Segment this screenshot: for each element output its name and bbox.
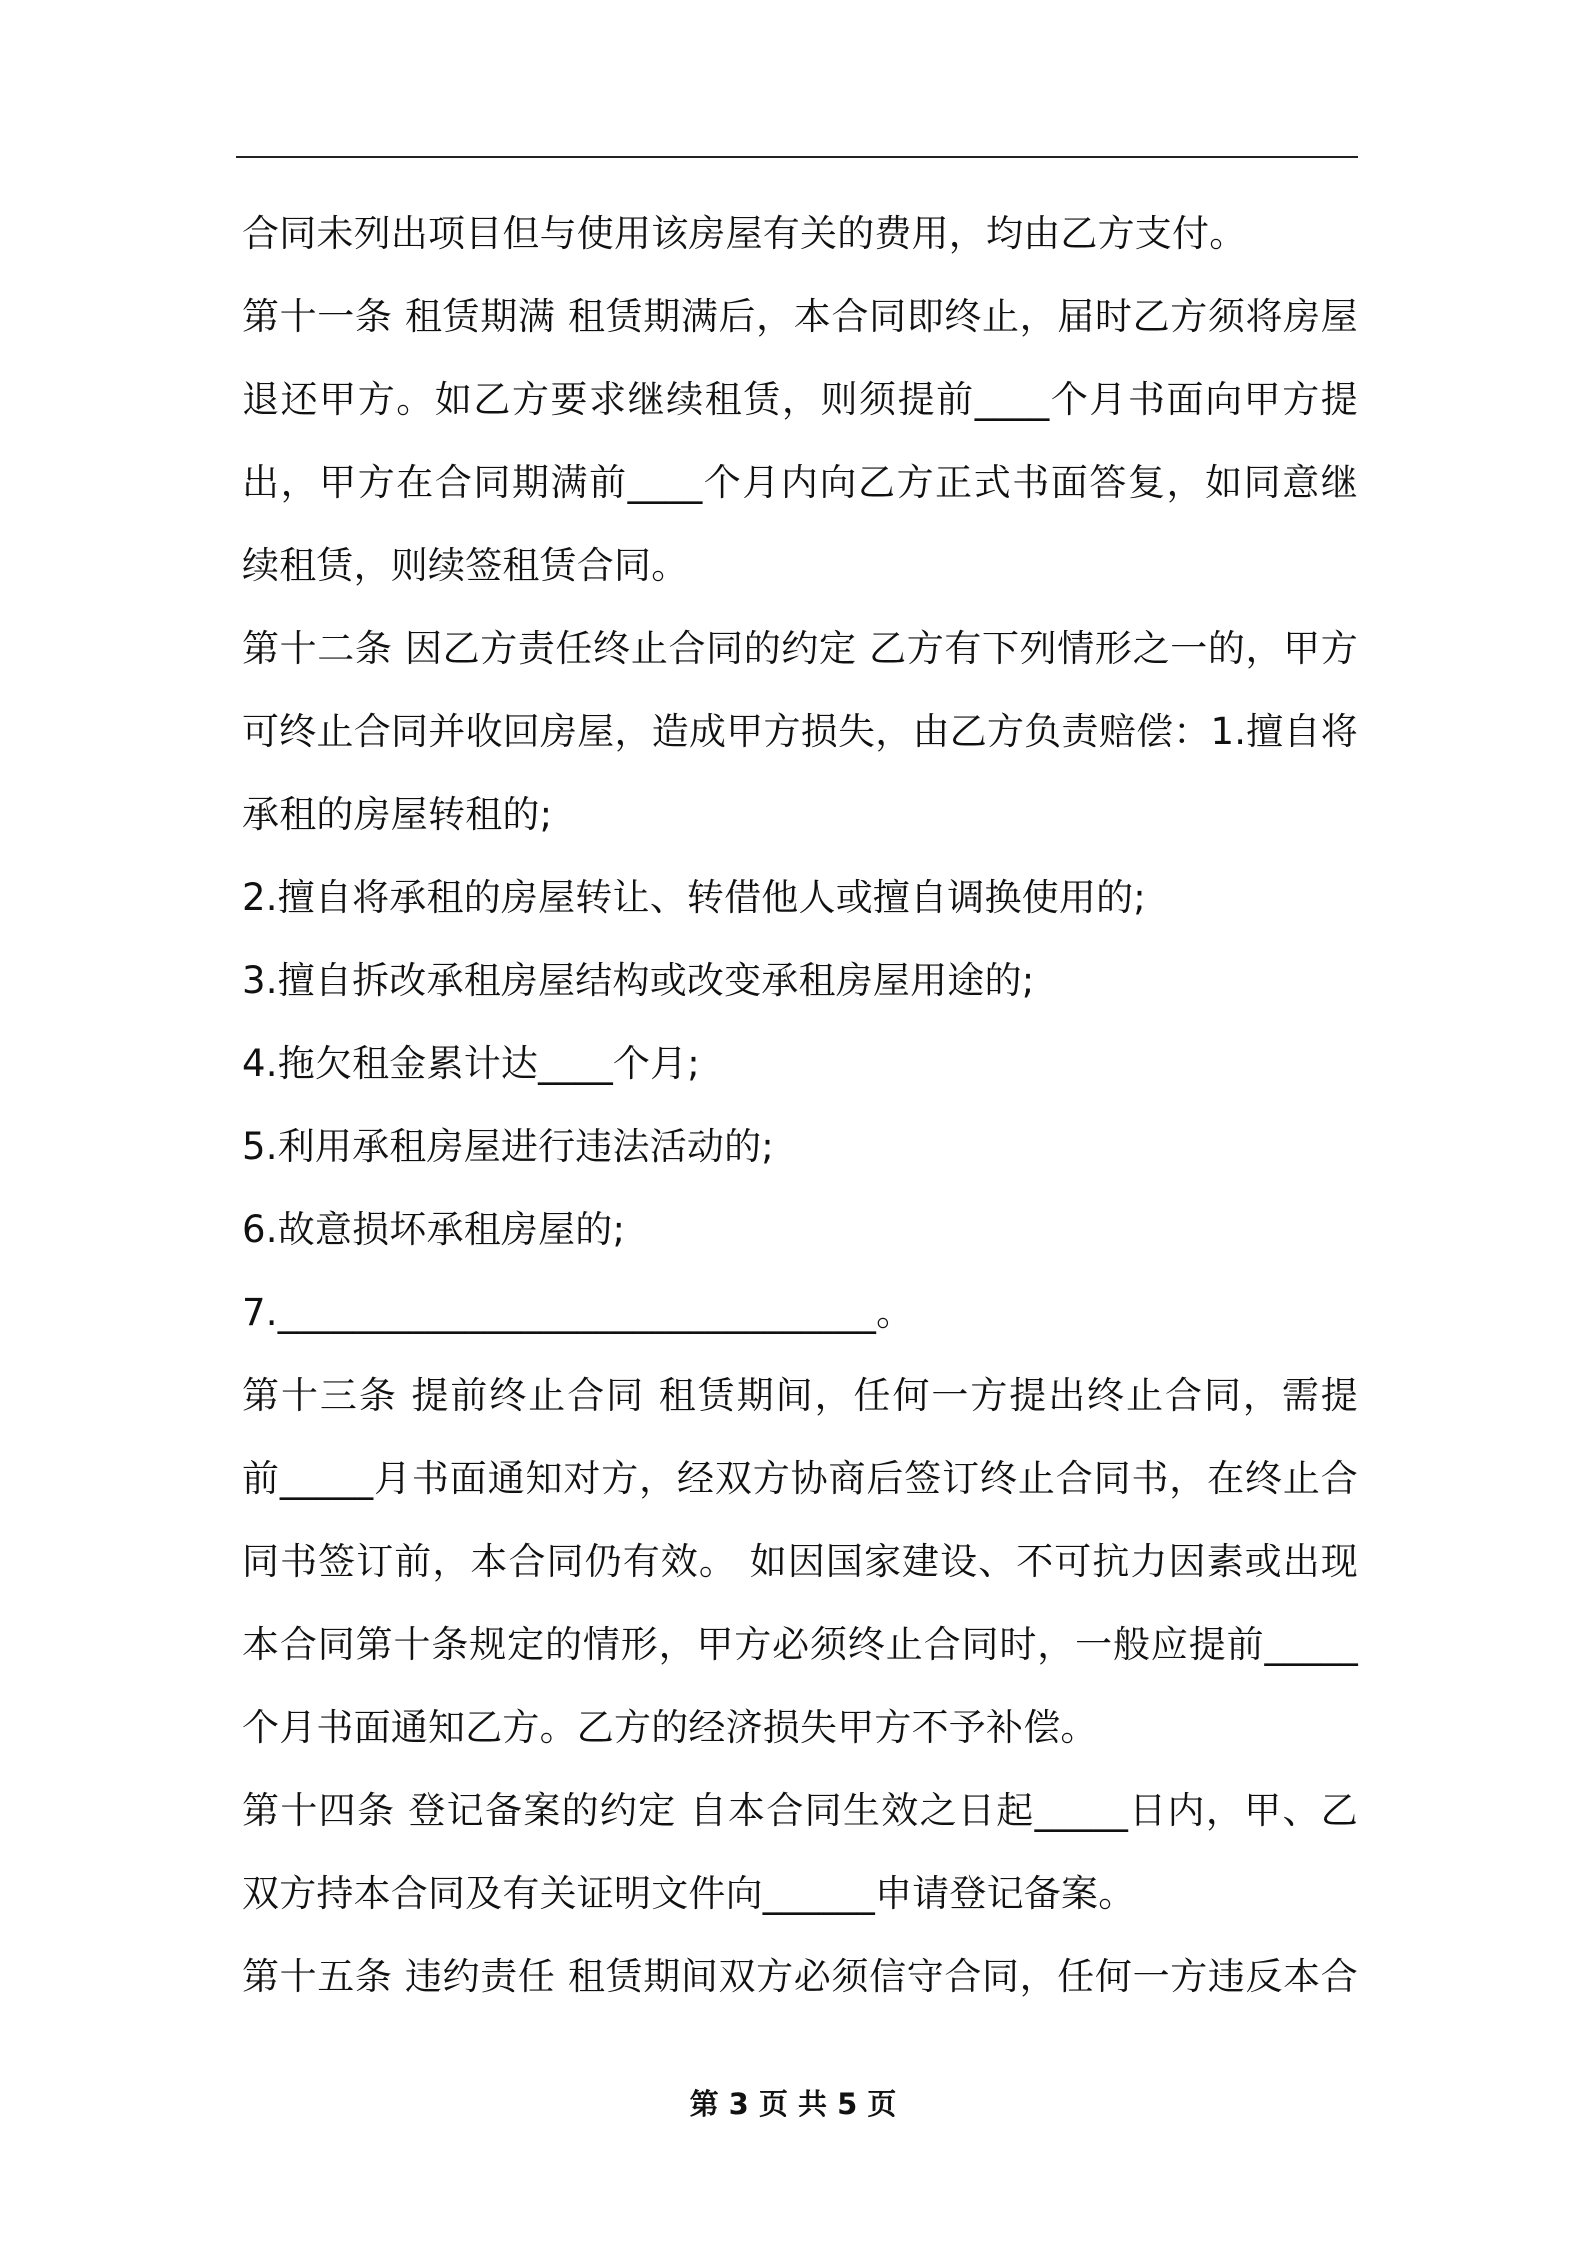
text-line: 第十五条 违约责任 租赁期间双方必须信守合同，任何一方违反本合: [242, 1955, 1358, 1998]
text-line: 前_____月书面通知对方，经双方协商后签订终止合同书，在终止合: [242, 1457, 1358, 1500]
text-line: 个月书面通知乙方。乙方的经济损失甲方不予补偿。: [242, 1706, 1098, 1749]
text-line: 4.拖欠租金累计达____个月;: [242, 1042, 700, 1085]
text-line: 第十一条 租赁期满 租赁期满后，本合同即终止，届时乙方须将房屋: [242, 295, 1358, 338]
text-line: 可终止合同并收回房屋，造成甲方损失，由乙方负责赔偿：1.擅自将: [242, 710, 1358, 753]
text-line: 5.利用承租房屋进行违法活动的;: [242, 1125, 774, 1168]
text-line: 第十三条 提前终止合同 租赁期间，任何一方提出终止合同，需提: [242, 1374, 1358, 1417]
text-line: 同书签订前，本合同仍有效。 如因国家建设、不可抗力因素或出现: [242, 1540, 1358, 1583]
text-line: 本合同第十条规定的情形，甲方必须终止合同时，一般应提前_____: [242, 1623, 1358, 1666]
text-line: 续租赁，则续签租赁合同。: [242, 544, 689, 587]
header-rule: [236, 156, 1358, 158]
text-line: 3.擅自拆改承租房屋结构或改变承租房屋用途的;: [242, 959, 1035, 1002]
text-line: 第十四条 登记备案的约定 自本合同生效之日起_____日内，甲、乙: [242, 1789, 1358, 1832]
text-line: 6.故意损坏承租房屋的;: [242, 1208, 626, 1251]
document-body: [242, 192, 1358, 2018]
page-number: 第 3 页 共 5 页: [689, 2087, 897, 2121]
text-line: 第十二条 因乙方责任终止合同的约定 乙方有下列情形之一的，甲方: [242, 627, 1358, 670]
text-line: 承租的房屋转租的;: [242, 793, 553, 836]
text-line: 双方持本合同及有关证明文件向______申请登记备案。: [242, 1872, 1136, 1915]
text-line: 2.擅自将承租的房屋转让、转借他人或擅自调换使用的;: [242, 876, 1146, 919]
text-line: 出，甲方在合同期满前____个月内向乙方正式书面答复，如同意继: [242, 461, 1358, 504]
text-line: 合同未列出项目但与使用该房屋有关的费用，均由乙方支付。: [242, 212, 1247, 255]
text-line: 7.________________________________。: [242, 1291, 914, 1334]
text-line: 退还甲方。如乙方要求继续租赁，则须提前____个月书面向甲方提: [242, 378, 1358, 421]
